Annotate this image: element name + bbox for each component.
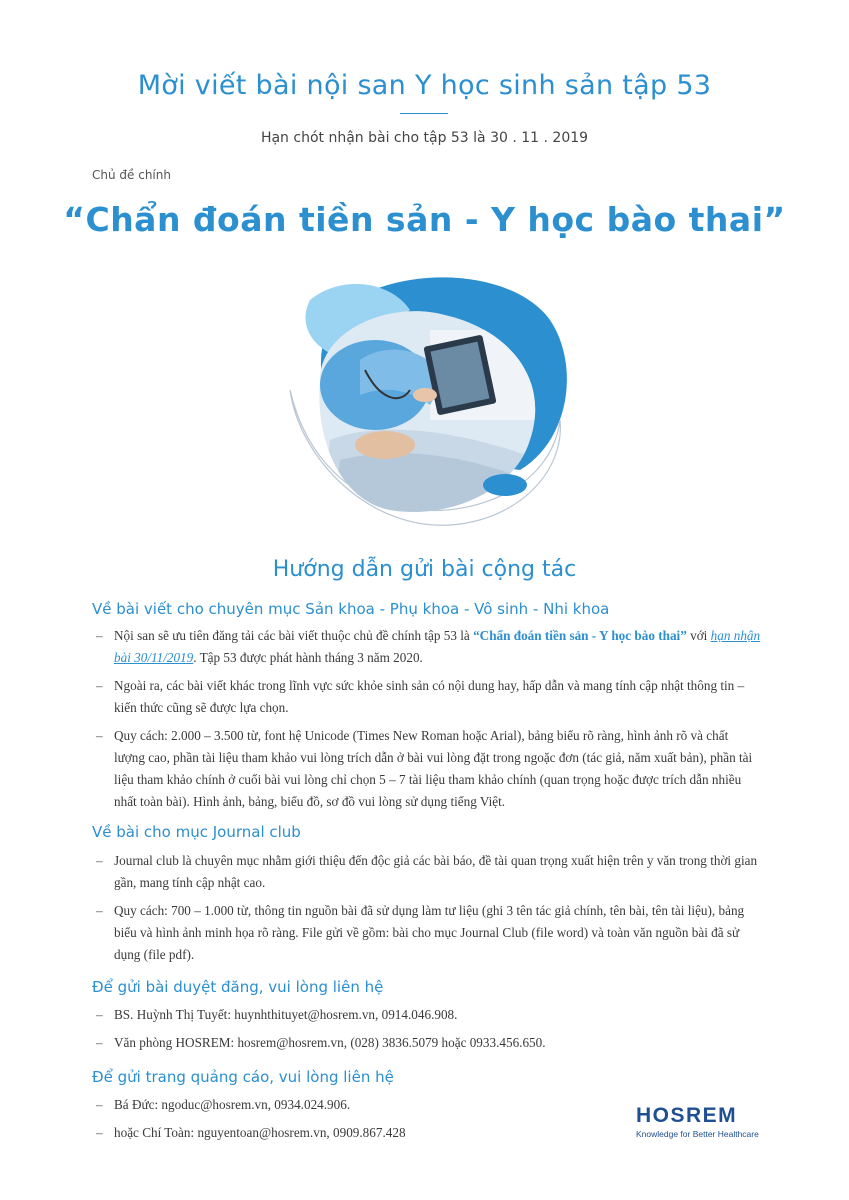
item-text: với: [686, 628, 711, 643]
accent-dot: [483, 474, 527, 496]
list-item: – hoặc Chí Toàn: nguyentoan@hosrem.vn, 0909.867.428: [92, 1122, 612, 1144]
item-text: . Tập 53 được phát hành tháng 3 năm 2020.: [193, 650, 423, 665]
item-text: Nội san sẽ ưu tiên đăng tải các bài viết thuộc chủ đề chính tập 53 là: [114, 628, 474, 643]
list-item: [92, 625, 762, 669]
topic-label: Chủ đề chính: [92, 168, 171, 182]
guide-heading: Hướng dẫn gửi bài cộng tác: [272, 557, 577, 582]
highlight-topic: “Chẩn đoán tiền sản - Y học bào thai”: [473, 628, 687, 643]
deadline-link[interactable]: hạn nhận bài 30/11/2019: [114, 628, 761, 665]
list-item: – Journal club là chuyên mục nhằm giới thiệu đến độc giả các bài báo, đề tài quan trọng xuất hiện trên y văn trong thời gian gần, mang tính cập nhật cao.: [92, 850, 762, 894]
list-item: – BS. Huỳnh Thị Tuyết: huynhthituyet@hosrem.vn, 0914.046.908.: [92, 1004, 762, 1026]
illustration-svg: [280, 270, 580, 535]
doctor-ultrasound-illustration: [280, 270, 580, 535]
obstetrics-list: [92, 625, 762, 819]
list-item: – Quy cách: 700 – 1.000 từ, thông tin nguồn bài đã sử dụng làm tư liệu (ghi 3 tên tác giả chính, tên bài, tên tài liệu), bảng biểu và hình ảnh minh họa rõ ràng. File gửi về gồm: bài cho mục Journal Club (file word) và toàn văn nguồn bài đã sử dụng (file pdf).: [92, 900, 762, 966]
section-title-submission-contact: Để gửi bài duyệt đăng, vui lòng liên hệ: [92, 978, 384, 996]
list-item: – Ngoài ra, các bài viết khác trong lĩnh vực sức khỏe sinh sản có nội dung hay, hấp dẫn và mang tính cập nhật thông tin – kiến thức cũng sẽ được lựa chọn.: [92, 675, 762, 719]
deadline-text: Hạn chót nhận bài cho tập 53 là 30 . 11 . 2019: [260, 130, 589, 146]
page-title: Mời viết bài nội san Y học sinh sản tập 53: [137, 70, 712, 101]
section-title-journal-club: Về bài cho mục Journal club: [92, 823, 301, 841]
hosrem-logo: [636, 1104, 766, 1139]
title-divider: [400, 113, 448, 114]
submission-contact-list: [92, 1004, 762, 1060]
section-title-advertising-contact: Để gửi trang quảng cáo, vui lòng liên hệ: [92, 1068, 394, 1086]
logo-tagline: Knowledge for Better Healthcare: [636, 1129, 759, 1139]
list-item: – Văn phòng HOSREM: hosrem@hosrem.vn, (028) 3836.5079 hoặc 0933.456.650.: [92, 1032, 762, 1054]
logo-name: HOSREM: [636, 1104, 738, 1127]
main-topic-heading: “Chẩn đoán tiền sản - Y học bào thai”: [63, 200, 786, 239]
section-title-obstetrics: Về bài viết cho chuyên mục Sản khoa - Phụ khoa - Vô sinh - Nhi khoa: [92, 600, 610, 618]
advertising-contact-list: [92, 1094, 612, 1150]
list-item: – Bá Đức: ngoduc@hosrem.vn, 0934.024.906.: [92, 1094, 612, 1116]
list-item: – Quy cách: 2.000 – 3.500 từ, font hệ Unicode (Times New Roman hoặc Arial), bảng biểu rõ ràng, hình ảnh rõ và chất lượng cao, phần tài liệu tham khảo vui lòng trích dẫn ở bài vui lòng đặt trong ngoặc đơn (tác giả, năm xuất bản), phần tài liệu tham khảo chính ở cuối bài vui lòng chỉ chọn 5 – 7 tài liệu tham khảo chính (quan trọng hoặc được trích dẫn nhiều nhất toàn bài). Hình ảnh, bảng, biểu đồ, sơ đồ vui lòng sử dụng tiếng Việt.: [92, 725, 762, 813]
journal-club-list: [92, 850, 762, 972]
